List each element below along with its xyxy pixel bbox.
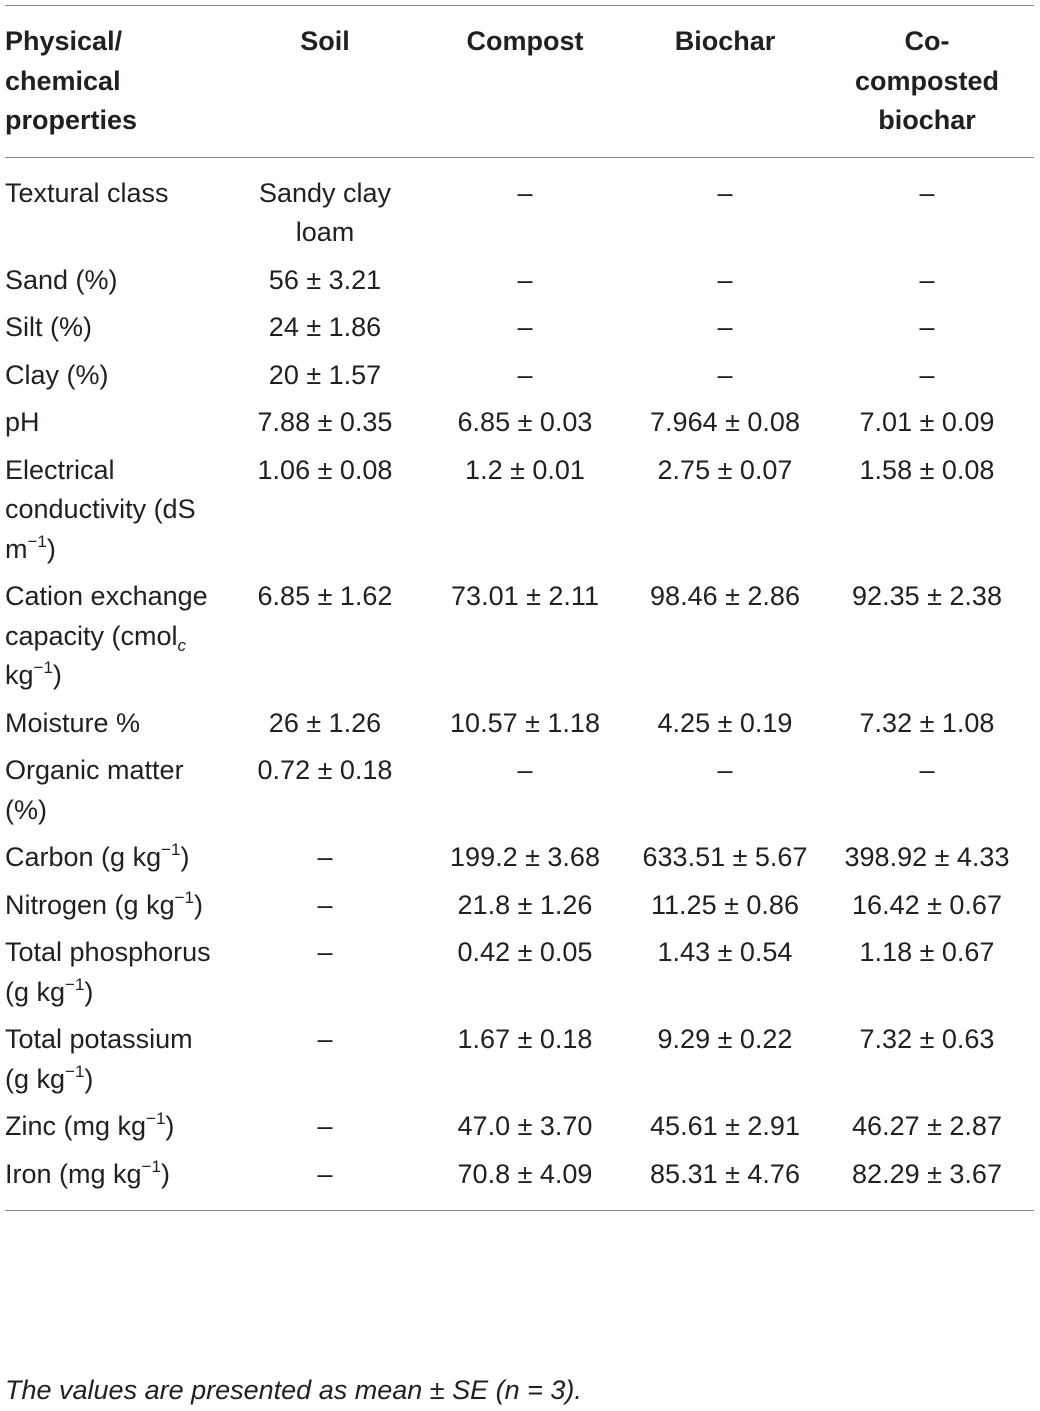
cocomposted-biochar-value: 92.35 ± 2.38 — [852, 581, 1002, 611]
table-row — [5, 933, 1034, 1020]
soil-value: 0.72 ± 0.18 — [257, 755, 393, 785]
row-label-label-sup: −1 — [33, 658, 53, 677]
row-label-label-sup: −1 — [27, 531, 47, 551]
soil-value: 20 ± 1.57 — [268, 359, 382, 390]
row-label-label-mid: kg — [5, 660, 34, 690]
cocomposted-biochar-value: 1.58 ± 0.08 — [859, 454, 995, 485]
cocomposted-biochar-value: 7.01 ± 0.09 — [859, 407, 995, 437]
header-cocomposted-line2: composted — [854, 65, 1000, 96]
row-label — [5, 451, 230, 578]
biochar-value: 1.43 ± 0.54 — [657, 937, 793, 967]
row-label-label-sup: −1 — [141, 1156, 161, 1176]
table-row — [5, 1107, 1034, 1155]
row-label-label-sup: −1 — [146, 1109, 166, 1128]
header-cocomposted-line3: biochar — [878, 105, 976, 135]
table-row — [5, 704, 1034, 752]
table-row — [5, 751, 1034, 838]
row-label — [5, 1107, 230, 1155]
row-label-label: Clay (%) — [5, 359, 109, 390]
row-label — [5, 751, 230, 838]
row-label-label-end: ) — [46, 533, 56, 564]
compost-value: – — [517, 312, 533, 342]
row-label-label-end: ) — [180, 842, 190, 872]
row-label-label: Cation exchange capacity (cmol — [5, 581, 208, 651]
row-label-label-end: ) — [160, 1158, 170, 1189]
table-header — [5, 6, 1034, 158]
header-row — [5, 6, 1034, 158]
row-label-label-end: ) — [165, 1111, 175, 1141]
soil-value: – — [317, 889, 333, 920]
biochar-value: 11.25 ± 0.86 — [651, 889, 799, 920]
biochar-value: – — [717, 312, 733, 342]
compost-value: 1.67 ± 0.18 — [457, 1024, 593, 1054]
biochar-value: 7.964 ± 0.08 — [650, 407, 800, 437]
soil-value: 7.88 ± 0.35 — [257, 407, 393, 437]
compost-value: 6.85 ± 0.03 — [457, 407, 593, 437]
row-label-label: Sand (%) — [5, 264, 118, 295]
row-label-label-sup: −1 — [161, 840, 181, 859]
cocomposted-biochar-value: – — [919, 177, 935, 208]
row-label — [5, 356, 230, 404]
cocomposted-biochar-value: 46.27 ± 2.87 — [852, 1111, 1002, 1141]
biochar-value: 633.51 ± 5.67 — [642, 842, 808, 872]
soil-value: 6.85 ± 1.62 — [257, 581, 393, 611]
table-row — [5, 157, 1034, 261]
row-label — [5, 886, 230, 934]
row-label — [5, 838, 230, 886]
cocomposted-biochar-value: – — [919, 755, 935, 785]
header-properties-line1: Physical/ — [5, 26, 123, 56]
soil-value: – — [317, 842, 333, 872]
row-label-label-sup: −1 — [65, 974, 85, 994]
compost-value: 10.57 ± 1.18 — [450, 707, 600, 738]
properties-table — [5, 5, 1034, 1211]
compost-value: 0.42 ± 0.05 — [457, 937, 593, 967]
soil-value: 1.06 ± 0.08 — [257, 454, 393, 485]
biochar-value: 9.29 ± 0.22 — [657, 1024, 793, 1054]
row-label — [5, 933, 230, 1020]
row-label-label: Carbon (g kg — [5, 842, 162, 872]
cocomposted-biochar-value: – — [919, 312, 935, 342]
compost-value: 21.8 ± 1.26 — [457, 889, 593, 920]
soil-value: – — [317, 1158, 333, 1189]
biochar-value: – — [717, 177, 733, 208]
row-label-label-end: ) — [84, 976, 94, 1007]
row-label-label: Nitrogen (g kg — [5, 889, 175, 920]
row-label-label-sup: −1 — [65, 1061, 85, 1081]
header-properties-line3: properties — [5, 105, 138, 135]
compost-value: – — [517, 359, 533, 390]
row-label — [5, 157, 230, 261]
soil-value: Sandy clay loam — [258, 177, 392, 247]
row-label-label-end: ) — [84, 1063, 94, 1094]
biochar-value: – — [717, 264, 733, 295]
row-label — [5, 577, 230, 704]
row-label-label: Organic matter (%) — [5, 755, 184, 825]
cocomposted-biochar-value: 82.29 ± 3.67 — [852, 1158, 1002, 1189]
table-row — [5, 308, 1034, 356]
table-row — [5, 403, 1034, 451]
table-row — [5, 838, 1034, 886]
row-label-label: Total potassium (g kg — [5, 1024, 193, 1094]
row-label — [5, 308, 230, 356]
header-biochar: Biochar — [674, 26, 776, 56]
table-row — [5, 261, 1034, 309]
table-row — [5, 1020, 1034, 1107]
row-label — [5, 704, 230, 752]
row-label-label: pH — [5, 407, 40, 437]
cocomposted-biochar-value: 16.42 ± 0.67 — [852, 889, 1002, 920]
row-label-label: Zinc (mg kg — [5, 1111, 147, 1141]
table-body — [5, 157, 1034, 1211]
biochar-value: 98.46 ± 2.86 — [650, 581, 800, 611]
biochar-value: 2.75 ± 0.07 — [657, 454, 793, 485]
row-label-label-sup: −1 — [174, 887, 194, 907]
row-label — [5, 261, 230, 309]
compost-value: 199.2 ± 3.68 — [450, 842, 600, 872]
cocomposted-biochar-value: – — [919, 264, 935, 295]
biochar-value: 4.25 ± 0.19 — [657, 707, 793, 738]
row-label-label-sub: c — [177, 635, 187, 655]
cocomposted-biochar-value: 398.92 ± 4.33 — [844, 842, 1010, 872]
soil-value: – — [317, 1111, 333, 1141]
row-label-label: Total phosphorus (g kg — [5, 937, 211, 1007]
biochar-value: 85.31 ± 4.76 — [650, 1158, 800, 1189]
row-label-label: Electrical conductivity (dS m — [5, 454, 196, 564]
biochar-value: – — [717, 755, 733, 785]
row-label-label: Moisture % — [5, 707, 141, 738]
soil-value: 24 ± 1.86 — [268, 312, 382, 342]
table-row — [5, 577, 1034, 704]
compost-value: – — [517, 755, 533, 785]
soil-value: – — [317, 937, 333, 967]
cocomposted-biochar-value: 7.32 ± 1.08 — [859, 707, 995, 738]
compost-value: 1.2 ± 0.01 — [465, 454, 585, 485]
row-label — [5, 1020, 230, 1107]
compost-value: – — [517, 264, 533, 295]
compost-value: 73.01 ± 2.11 — [451, 581, 599, 611]
row-label-label: Iron (mg kg — [5, 1158, 142, 1189]
header-cocomposted-biochar — [820, 6, 1034, 158]
cocomposted-biochar-value: 7.32 ± 0.63 — [859, 1024, 995, 1054]
soil-value: 26 ± 1.26 — [268, 707, 382, 738]
header-properties-line2: chemical — [5, 65, 121, 96]
soil-value: – — [317, 1024, 333, 1054]
row-label — [5, 1155, 230, 1211]
header-cocomposted-line1: Co- — [904, 26, 950, 56]
table-row — [5, 886, 1034, 934]
cocomposted-biochar-value: – — [919, 359, 935, 390]
row-label-label-end: ) — [52, 660, 62, 690]
soil-value: 56 ± 3.21 — [268, 264, 382, 295]
table-footnote: The values are presented as mean ± SE (n = 3). — [5, 1375, 582, 1405]
row-label — [5, 403, 230, 451]
row-label-label: Silt (%) — [5, 312, 92, 342]
biochar-value: 45.61 ± 2.91 — [650, 1111, 800, 1141]
header-properties — [5, 6, 230, 158]
compost-value: 70.8 ± 4.09 — [457, 1158, 593, 1189]
table-row — [5, 356, 1034, 404]
header-soil: Soil — [300, 26, 350, 56]
header-compost: Compost — [466, 26, 584, 56]
compost-value: 47.0 ± 3.70 — [457, 1111, 593, 1141]
table-row — [5, 451, 1034, 578]
table-row — [5, 1155, 1034, 1211]
compost-value: – — [517, 177, 533, 208]
cocomposted-biochar-value: 1.18 ± 0.67 — [859, 937, 995, 967]
row-label-label-end: ) — [193, 889, 203, 920]
row-label-label: Textural class — [5, 177, 169, 208]
biochar-value: – — [717, 359, 733, 390]
